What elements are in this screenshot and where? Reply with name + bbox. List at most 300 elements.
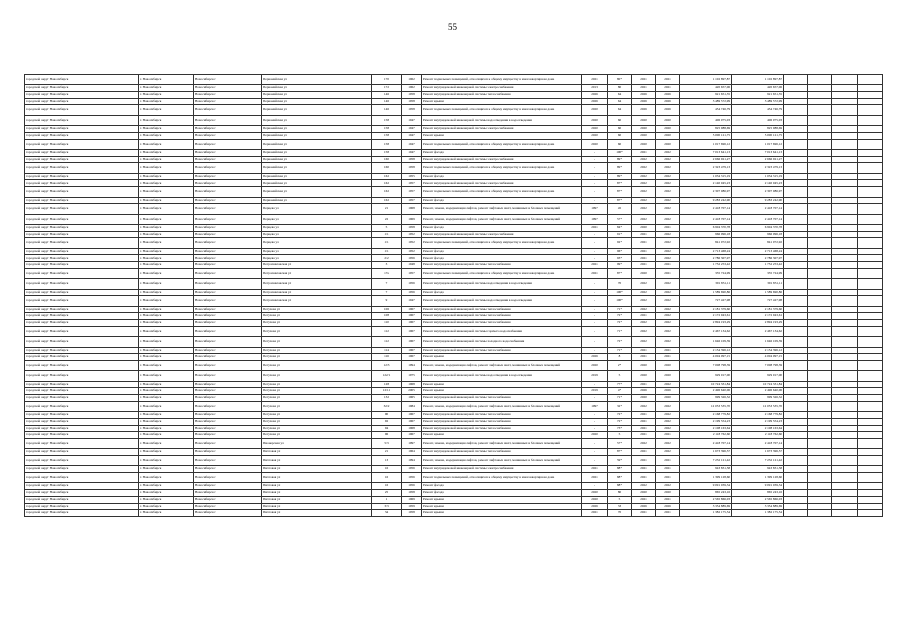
cell-empty [808, 255, 832, 262]
cell-rayon: Новосибирск г [194, 306, 262, 313]
cell-street: Петухова ул [262, 401, 372, 411]
cell-work: Ремонт фасада [422, 255, 582, 262]
cell-street: Первомайская ул [262, 132, 372, 139]
cell-year: 1958 [402, 163, 422, 173]
cell-house: 34 [372, 510, 402, 517]
cell-rayon: Новосибирск г [194, 180, 262, 187]
cell-work: Ремонт внутридомовой инженерной системы теплоснабжения [422, 418, 582, 425]
cell-year: 1994 [402, 455, 422, 465]
cell-empty [832, 204, 858, 214]
cell-cost: 1 399 128,60 [680, 473, 732, 483]
cell-y2: 2022 [656, 150, 680, 157]
cell-cost2: 335 724,99 [732, 268, 784, 278]
cell-rayon: Новосибирск г [194, 248, 262, 255]
cell-empty [784, 401, 808, 411]
cell-pct: 4* [608, 388, 632, 395]
cell-area: 2013 [582, 85, 608, 92]
cell-work: Ремонт внутридомовой инженерной системы холодного водоснабжения [422, 337, 582, 347]
cell-cost: 841 072,92 [680, 238, 732, 248]
cell-empty [832, 496, 858, 503]
cell-okrug: городской округ Новосибирск [25, 401, 139, 411]
cell-pct: 2* [608, 360, 632, 370]
cell-empty [808, 139, 832, 149]
cell-house: 110 [372, 320, 402, 327]
cell-empty [808, 150, 832, 157]
cell-empty [832, 510, 858, 517]
cell-cost2: 2 666 921,27 [732, 156, 784, 163]
cell-empty [832, 115, 858, 125]
cell-np: г. Новосибирск [139, 289, 194, 296]
cell-y1: 2026 [632, 105, 656, 115]
cell-cost2: 2 154 396,12 [732, 347, 784, 354]
cell-year: 1967 [402, 313, 422, 320]
cell-empty [784, 105, 808, 115]
cell-rayon: Новосибирск г [194, 496, 262, 503]
cell-okrug: городской округ Новосибирск [25, 163, 139, 173]
cell-empty [784, 496, 808, 503]
cell-empty [808, 326, 832, 336]
cell-street: Петухова ул [262, 395, 372, 402]
cell-empty [832, 490, 858, 497]
cell-y2: 2022 [656, 425, 680, 432]
cell-okrug: городской округ Новосибирск [25, 204, 139, 214]
cell-empty [784, 354, 808, 361]
cell-empty [832, 105, 858, 115]
cell-house: 17а [372, 268, 402, 278]
cell-y2: 2020 [656, 126, 680, 133]
cell-house: 170 [372, 75, 402, 85]
cell-empty [808, 98, 832, 105]
cell-house: 122/1 [372, 371, 402, 381]
cell-area: - [582, 197, 608, 204]
cell-area: 2026 [582, 98, 608, 105]
cell-rayon: Новосибирск г [194, 105, 262, 115]
table-row [25, 337, 883, 347]
cell-empty [858, 418, 883, 425]
cell-street: Пионерская ул [262, 438, 372, 448]
cell-house: 128 [372, 381, 402, 388]
cell-empty [858, 255, 883, 262]
cell-cost: 2 154 396,12 [680, 347, 732, 354]
cell-work: Ремонт крыши [422, 354, 582, 361]
cell-pct: 5 [608, 432, 632, 439]
cell-empty [858, 306, 883, 313]
cell-cost: 9 091 039,34 [680, 483, 732, 490]
cell-empty [808, 132, 832, 139]
cell-empty [858, 92, 883, 99]
cell-work: Ремонт, замена, модернизация лифтов, ремонт лифтовых шахт, машинных и блочных помещений [422, 438, 582, 448]
cell-np: г. Новосибирск [139, 231, 194, 238]
cell-rayon: Новосибирск г [194, 126, 262, 133]
cell-y2: 2022 [656, 197, 680, 204]
cell-empty [832, 92, 858, 99]
cell-empty [858, 503, 883, 510]
cell-area: 1997 [582, 214, 608, 224]
cell-pct: 8 [608, 354, 632, 361]
cell-okrug: городской округ Новосибирск [25, 105, 139, 115]
cell-cost: 2 118 762,60 [680, 432, 732, 439]
cell-y2: 2022 [656, 289, 680, 296]
cell-year: 1968 [402, 381, 422, 388]
cell-area: 2026 [582, 354, 608, 361]
cell-work: Ремонт подвальных помещений, относящихся к общему имуществу в многоквартирном доме [422, 268, 582, 278]
cell-house: 106 [372, 306, 402, 313]
cell-house: 146 [372, 92, 402, 99]
cell-house: 5 [372, 225, 402, 232]
cell-house: 32/2 [372, 401, 402, 411]
cell-y1: 2021 [632, 347, 656, 354]
cell-work: Ремонт фасада [422, 150, 582, 157]
cell-work: Ремонт фасада [422, 248, 582, 255]
cell-y2: 2022 [656, 438, 680, 448]
cell-work: Ремонт внутридомовой инженерной системы горячего водоснабжения [422, 326, 582, 336]
cell-street: Перцева ул [262, 238, 372, 248]
cell-y2: 2022 [656, 296, 680, 306]
cell-street: Петухова ул [262, 306, 372, 313]
table-row [25, 449, 883, 456]
cell-street: Первомайская ул [262, 173, 372, 180]
cell-work: Ремонт подвальных помещений, относящихся к общему имуществу в многоквартирном доме [422, 473, 582, 483]
cell-empty [784, 231, 808, 238]
cell-empty [858, 347, 883, 354]
cell-empty [808, 105, 832, 115]
cell-okrug: городской округ Новосибирск [25, 354, 139, 361]
cell-year: 1967 [402, 412, 422, 419]
cell-work: Ремонт внутридомовой инженерной системы теплоснабжения [422, 92, 582, 99]
cell-work: Ремонт внутридомовой инженерной системы электроснабжения [422, 126, 582, 133]
cell-year: 1956 [402, 255, 422, 262]
cell-empty [784, 98, 808, 105]
cell-okrug: городской округ Новосибирск [25, 510, 139, 517]
cell-area: 2020 [582, 490, 608, 497]
cell-empty [858, 75, 883, 85]
cell-y1: 2021 [632, 466, 656, 473]
cell-street: Первомайская ул [262, 156, 372, 163]
cell-y1: 2021 [632, 75, 656, 85]
cell-street: Пихтовая ул [262, 483, 372, 490]
cell-empty [784, 85, 808, 92]
cell-cost: 966 096,18 [680, 231, 732, 238]
cell-y2: 2021 [656, 75, 680, 85]
cell-cost: 9 283 242,90 [680, 197, 732, 204]
cell-empty [784, 473, 808, 483]
cell-empty [858, 395, 883, 402]
cell-y1: 2021 [632, 455, 656, 465]
cell-cost: 2 786 307,97 [680, 255, 732, 262]
cell-street: Пихтовая ул [262, 496, 372, 503]
cell-house: 7 [372, 279, 402, 289]
cell-y1: 2021 [632, 418, 656, 425]
cell-np: г. Новосибирск [139, 150, 194, 157]
cell-cost2: 2 418 707,14 [732, 438, 784, 448]
cell-cost2: 420 657,06 [732, 85, 784, 92]
cell-empty [832, 173, 858, 180]
cell-cost: 999 326,32 [680, 395, 732, 402]
cell-work: Ремонт подвальных помещений, относящихся к общему имуществу в многоквартирном доме [422, 187, 582, 197]
cell-house: 146 [372, 98, 402, 105]
cell-pct: 88* [608, 473, 632, 483]
cell-work: Ремонт внутридомовой инженерной системы водоотведения в водоотведения [422, 296, 582, 306]
cell-house: 21 [372, 204, 402, 214]
cell-cost2: 2 565 866,03 [732, 496, 784, 503]
cell-okrug: городской округ Новосибирск [25, 156, 139, 163]
cell-cost: 335 724,99 [680, 268, 732, 278]
cell-area: 2021 [582, 75, 608, 85]
cell-area: 2021 [582, 510, 608, 517]
cell-empty [832, 248, 858, 255]
cell-empty [784, 360, 808, 370]
cell-rayon: Новосибирск г [194, 279, 262, 289]
cell-street: Петропавловская ул [262, 268, 372, 278]
cell-year: 1947 [402, 126, 422, 133]
cell-empty [858, 455, 883, 465]
cell-area: - [582, 231, 608, 238]
cell-np: г. Новосибирск [139, 306, 194, 313]
cell-empty [858, 360, 883, 370]
cell-cost: 1 589 690,86 [680, 289, 732, 296]
cell-cost: 7 013 641,13 [680, 150, 732, 157]
cell-rayon: Новосибирск г [194, 449, 262, 456]
cell-empty [832, 432, 858, 439]
cell-empty [808, 197, 832, 204]
cell-empty [832, 279, 858, 289]
cell-pct: 72* [608, 412, 632, 419]
cell-year: 1947 [402, 132, 422, 139]
cell-empty [784, 425, 808, 432]
cell-empty [832, 132, 858, 139]
cell-np: г. Новосибирск [139, 296, 194, 306]
cell-house: 13 [372, 455, 402, 465]
cell-cost2: 1 399 128,60 [732, 473, 784, 483]
cell-empty [808, 173, 832, 180]
cell-np: г. Новосибирск [139, 418, 194, 425]
cell-rayon: Новосибирск г [194, 197, 262, 204]
table-row [25, 126, 883, 133]
cell-pct: 100* [608, 150, 632, 157]
cell-cost2: 2 168 779,82 [732, 412, 784, 419]
cell-year: 1997 [402, 438, 422, 448]
cell-empty [784, 449, 808, 456]
cell-empty [808, 313, 832, 320]
cell-street: Первомайская ул [262, 105, 372, 115]
cell-cost2: 2 713 468,24 [732, 248, 784, 255]
cell-y2: 2020 [656, 132, 680, 139]
cell-empty [858, 388, 883, 395]
cell-work: Ремонт внутридомовой инженерной системы теплоснабжения [422, 313, 582, 320]
cell-empty [832, 483, 858, 490]
cell-area: - [582, 255, 608, 262]
cell-empty [858, 85, 883, 92]
cell-np: г. Новосибирск [139, 354, 194, 361]
cell-empty [858, 187, 883, 197]
cell-cost2: 454 746,79 [732, 105, 784, 115]
cell-empty [784, 156, 808, 163]
cell-np: г. Новосибирск [139, 381, 194, 388]
cell-np: г. Новосибирск [139, 163, 194, 173]
cell-np: г. Новосибирск [139, 360, 194, 370]
cell-house: 1/1 [372, 231, 402, 238]
table-row [25, 139, 883, 149]
cell-y2: 2021 [656, 496, 680, 503]
cell-y2: 2020 [656, 490, 680, 497]
cell-empty [784, 214, 808, 224]
table-row [25, 496, 883, 503]
table-row [25, 455, 883, 465]
cell-y2: 2021 [656, 225, 680, 232]
cell-y1: 2022 [632, 337, 656, 347]
cell-house: 112 [372, 326, 402, 336]
cell-year: 1957 [402, 180, 422, 187]
cell-area: - [582, 180, 608, 187]
cell-empty [808, 388, 832, 395]
cell-street: Первомайская ул [262, 92, 372, 99]
cell-street: Перцева ул [262, 231, 372, 238]
cell-empty [832, 455, 858, 465]
table-row [25, 289, 883, 296]
cell-empty [808, 262, 832, 269]
cell-year: 1956 [402, 466, 422, 473]
cell-year: 1967 [402, 354, 422, 361]
cell-house: 162 [372, 187, 402, 197]
cell-house: 90 [372, 412, 402, 419]
cell-rayon: Новосибирск г [194, 139, 262, 149]
cell-cost2: 1 102 897,87 [732, 75, 784, 85]
cell-empty [784, 347, 808, 354]
cell-empty [784, 289, 808, 296]
cell-year: 1967 [402, 337, 422, 347]
cell-empty [808, 320, 832, 327]
cell-rayon: Новосибирск г [194, 187, 262, 197]
cell-cost2: 2 467 134,62 [732, 326, 784, 336]
cell-work: Ремонт внутридомовой инженерной системы теплоснабжения [422, 347, 582, 354]
cell-y2: 2026 [656, 105, 680, 115]
cell-okrug: городской округ Новосибирск [25, 313, 139, 320]
cell-street: Петухова ул [262, 432, 372, 439]
cell-y2: 2026 [656, 503, 680, 510]
cell-pct: 71* [608, 306, 632, 313]
cell-empty [808, 466, 832, 473]
cell-y2: 2022 [656, 255, 680, 262]
cell-work: Ремонт подвальных помещений, относящихся к общему имуществу в многоквартирном доме [422, 139, 582, 149]
cell-work: Ремонт внутридомовой инженерной системы электроснабжения [422, 156, 582, 163]
cell-cost2: 1 646 109,39 [732, 337, 784, 347]
cell-cost: 4 004 097,15 [680, 354, 732, 361]
table-row [25, 248, 883, 255]
cell-np: г. Новосибирск [139, 268, 194, 278]
cell-area: 2020 [582, 432, 608, 439]
cell-pct: 59* [608, 455, 632, 465]
cell-work: Ремонт внутридомовой инженерной системы водоотведения в водоотведения [422, 371, 582, 381]
cell-area: - [582, 347, 608, 354]
cell-okrug: городской округ Новосибирск [25, 496, 139, 503]
cell-empty [808, 248, 832, 255]
cell-house: 172 [372, 85, 402, 92]
cell-empty [832, 289, 858, 296]
cell-empty [784, 337, 808, 347]
cell-empty [784, 306, 808, 313]
cell-rayon: Новосибирск г [194, 289, 262, 296]
table-row [25, 163, 883, 173]
cell-pct: 64 [608, 105, 632, 115]
cell-cost2: 2 108 163,64 [732, 425, 784, 432]
cell-work: Ремонт подвальных помещений, относящихся к общему имуществу в многоквартирном доме [422, 163, 582, 173]
table-row [25, 360, 883, 370]
cell-pct: 89* [608, 156, 632, 163]
cell-y1: 2020 [632, 395, 656, 402]
cell-y1: 2021 [632, 262, 656, 269]
cell-pct: 70 [608, 279, 632, 289]
cell-okrug: городской округ Новосибирск [25, 132, 139, 139]
cell-empty [832, 438, 858, 448]
cell-area: - [582, 238, 608, 248]
cell-work: Ремонт внутридомовой инженерной системы электроснабжения [422, 85, 582, 92]
cell-house: 158 [372, 139, 402, 149]
cell-house: 25 [372, 490, 402, 497]
cell-area: - [582, 455, 608, 465]
cell-pct: 60 [608, 115, 632, 125]
cell-rayon: Новосибирск г [194, 360, 262, 370]
cell-rayon: Новосибирск г [194, 225, 262, 232]
cell-street: Петухова ул [262, 425, 372, 432]
cell-rayon: Новосибирск г [194, 401, 262, 411]
cell-empty [784, 75, 808, 85]
cell-okrug: городской округ Новосибирск [25, 92, 139, 99]
cell-np: г. Новосибирск [139, 126, 194, 133]
cell-empty [832, 337, 858, 347]
cell-cost: 406 075,03 [680, 115, 732, 125]
cell-empty [784, 326, 808, 336]
cell-rayon: Новосибирск г [194, 320, 262, 327]
cell-cost: 454 746,79 [680, 105, 732, 115]
cell-year: 1965 [402, 395, 422, 402]
cell-y1: 2026 [632, 98, 656, 105]
cell-empty [808, 187, 832, 197]
cell-empty [784, 371, 808, 381]
cell-empty [784, 483, 808, 490]
cell-y1: 2022 [632, 163, 656, 173]
cell-okrug: городской округ Новосибирск [25, 466, 139, 473]
cell-street: Перцева ул [262, 248, 372, 255]
cell-cost2: 7 013 641,13 [732, 150, 784, 157]
cell-okrug: городской округ Новосибирск [25, 412, 139, 419]
cell-empty [784, 466, 808, 473]
cell-year: 1967 [402, 347, 422, 354]
cell-np: г. Новосибирск [139, 510, 194, 517]
cell-work: Ремонт внутридомовой инженерной системы электроснабжения [422, 466, 582, 473]
cell-street: Пихтовая ул [262, 455, 372, 465]
cell-area: - [582, 313, 608, 320]
cell-empty [808, 483, 832, 490]
cell-street: Первомайская ул [262, 187, 372, 197]
cell-cost: 391 831,11 [680, 279, 732, 289]
cell-okrug: городской округ Новосибирск [25, 306, 139, 313]
cell-okrug: городской округ Новосибирск [25, 371, 139, 381]
cell-empty [858, 466, 883, 473]
page-number: 55 [448, 22, 457, 32]
cell-cost2: 12 053 535,70 [732, 401, 784, 411]
cell-y1: 2021 [632, 313, 656, 320]
cell-empty [808, 425, 832, 432]
cell-empty [832, 412, 858, 419]
cell-empty [858, 98, 883, 105]
cell-house: 21 [372, 449, 402, 456]
cell-cost2: 2 118 762,60 [732, 432, 784, 439]
cell-rayon: Новосибирск г [194, 115, 262, 125]
cell-house: 116 [372, 354, 402, 361]
cell-cost: 2 496 640,06 [680, 388, 732, 395]
cell-empty [832, 163, 858, 173]
cell-year: 1955 [402, 173, 422, 180]
